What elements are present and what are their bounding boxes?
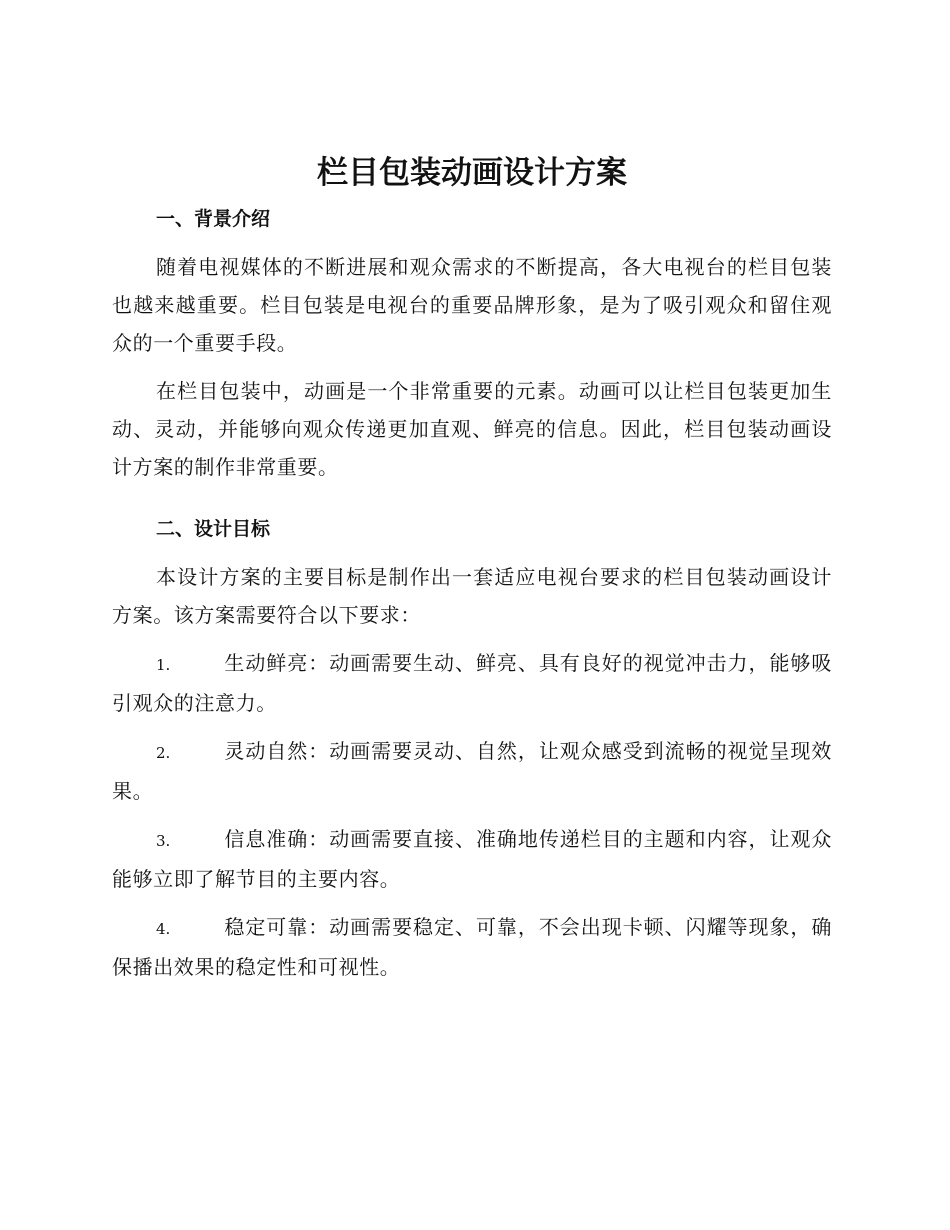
section-background bbox=[112, 202, 832, 486]
document-page bbox=[112, 148, 832, 996]
list-text: 灵动自然：动画需要灵动、自然，让观众感受到流畅的视觉呈现效果。 bbox=[112, 739, 832, 803]
list-text: 生动鲜亮：动画需要生动、鲜亮、具有良好的视觉冲击力，能够吸引观众的注意力。 bbox=[112, 651, 832, 715]
list-number: 1. bbox=[156, 656, 171, 674]
list-item bbox=[112, 820, 832, 898]
paragraph: 在栏目包装中，动画是一个非常重要的元素。动画可以让栏目包装更加生动、灵动，并能够向观众传递更加直观、鲜亮的信息。因此，栏目包装动画设计方案的制作非常重要。 bbox=[112, 379, 832, 479]
list-number: 4. bbox=[156, 920, 171, 938]
list-item bbox=[112, 908, 832, 986]
document-title: 栏目包装动画设计方案 bbox=[317, 155, 627, 191]
list-item bbox=[112, 644, 832, 722]
section-heading-design-goals: 二、设计目标 bbox=[156, 518, 271, 540]
list-number: 3. bbox=[156, 832, 171, 850]
list-item bbox=[112, 732, 832, 810]
section-design-goals bbox=[112, 512, 832, 986]
list-number: 2. bbox=[156, 744, 171, 762]
section-heading-background: 一、背景介绍 bbox=[156, 208, 271, 230]
list-text: 稳定可靠：动画需要稳定、可靠，不会出现卡顿、闪耀等现象，确保播出效果的稳定性和可视性。 bbox=[112, 915, 832, 979]
paragraph: 随着电视媒体的不断进展和观众需求的不断提高，各大电视台的栏目包装也越来越重要。栏目包装是电视台的重要品牌形象，是为了吸引观众和留住观众的一个重要手段。 bbox=[112, 255, 832, 355]
list-text: 信息准确：动画需要直接、准确地传递栏目的主题和内容，让观众能够立即了解节目的主要内容。 bbox=[112, 827, 832, 891]
paragraph: 本设计方案的主要目标是制作出一套适应电视台要求的栏目包装动画设计方案。该方案需要符合以下要求： bbox=[112, 565, 832, 627]
